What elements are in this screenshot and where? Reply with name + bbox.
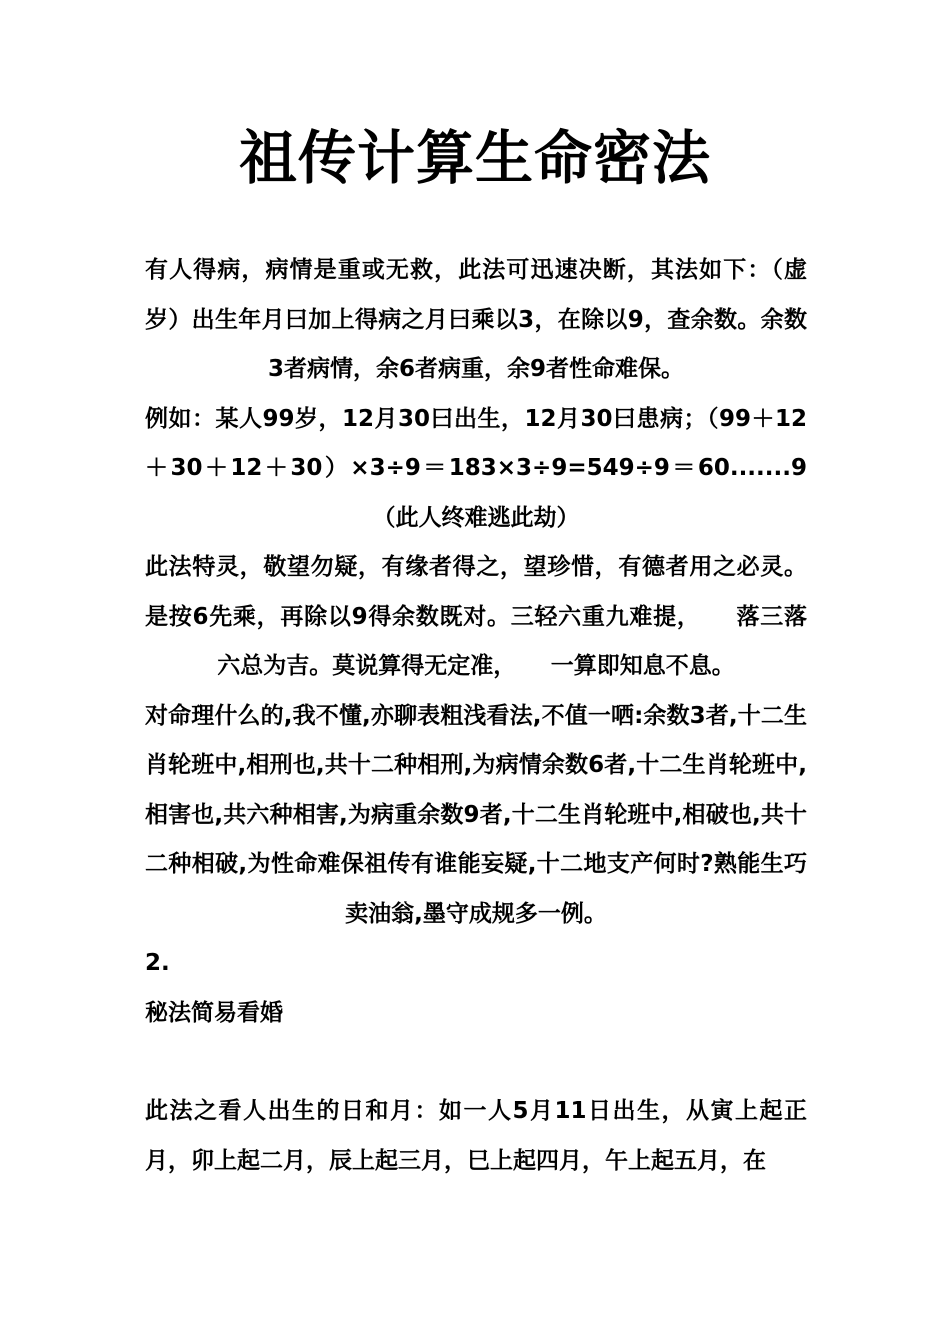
paragraph-marriage-method: 此法之看人出生的日和月：如一人5月11日出生，从寅上起正月，卯上起二月，辰上起三月，巳上起四月，午上起五月，在 [145,1098,807,1174]
paragraph-illness-method: 有人得病，病情是重或无救，此法可迅速决断，其法如下：（虚岁）出生年月曰加上得病之月曰乘以3，在除以9，查余数。余数3者病情，余6者病重，余9者性命难保。 [145,257,807,382]
document-body [145,246,807,1186]
document-title: 祖传计算生命密法 [238,124,711,192]
section-number: 2. [145,950,170,976]
blank-line [145,1038,807,1087]
paragraph-commentary: 对命理什么的,我不懂,亦聊表粗浅看法,不值一哂:余数3者,十二生肖轮班中,相刑也,共十二种相刑,为病情余数6者,十二生肖轮班中,相害也,共六种相害,为病重余数9者,十二生肖轮班中,相破也,共十二种相破,为性命难保祖传有谁能妄疑,十二地支产何时?熟能生巧卖油翁,墨守成规多一例。 [145,702,807,927]
section-title: 秘法简易看婚 [145,999,283,1026]
paragraph-example: 例如：某人99岁，12月30曰出生，12月30曰患病；（99＋12＋30＋12＋30）×3÷9＝183×3÷9=549÷9＝60.......9（此人终难逃此劫） [145,405,807,531]
paragraph-verse: 此法特灵，敬望勿疑，有缘者得之，望珍惜，有德者用之必灵。是按6先乘，再除以9得余数既对。三轻六重九难提， 落三落六总为吉。莫说算得无定准， 一算即知息不息。 [145,554,807,679]
